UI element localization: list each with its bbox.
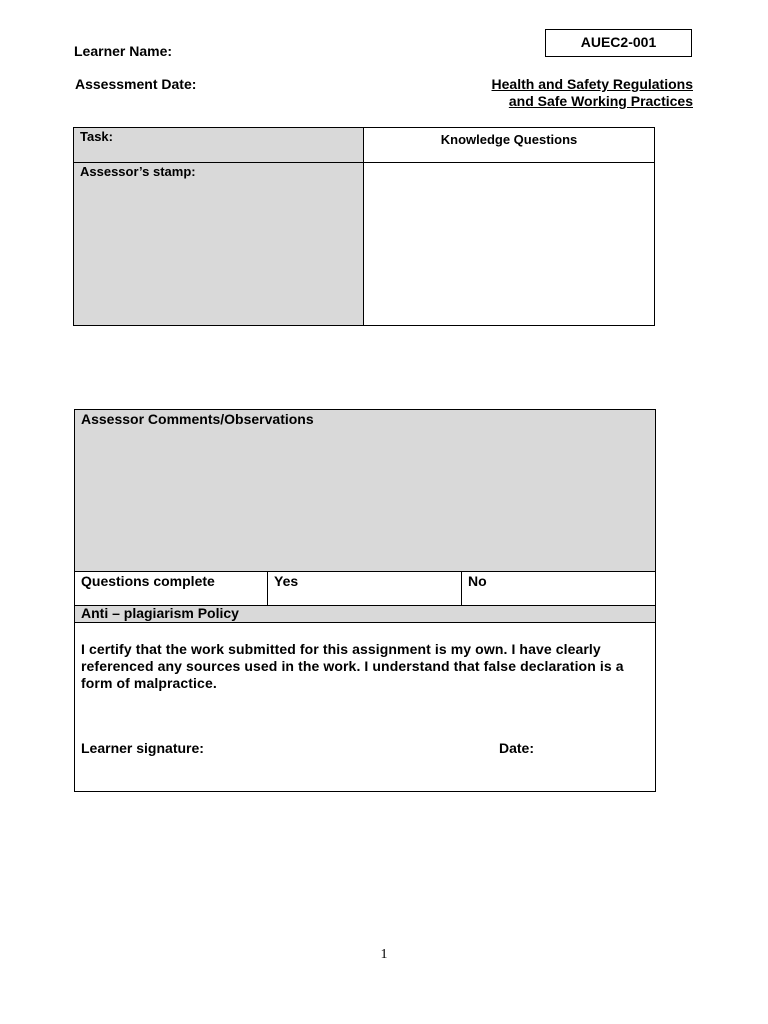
assessor-comments-label: Assessor Comments/Observations [81,411,314,427]
anti-plagiarism-policy-body [75,623,655,791]
task-value: Knowledge Questions [364,128,654,163]
signature-date-label: Date: [499,740,535,756]
learner-name-label: Learner Name: [74,43,173,59]
questions-complete-label: Questions complete [75,572,268,606]
assessor-comments-field[interactable] [75,410,655,572]
assessor-table [74,409,656,792]
questions-complete-no[interactable]: No [462,572,655,606]
assessment-date-label: Assessment Date: [75,76,197,92]
unit-code-box: AUEC2-001 [545,29,692,57]
unit-title-line2: and Safe Working Practices [508,93,693,109]
assessor-stamp-label: Assessor’s stamp: [74,163,364,325]
unit-title [492,76,693,110]
unit-title-line1: Health and Safety Regulations [491,76,693,92]
page-number: 1 [380,947,388,962]
task-table [73,127,655,326]
questions-complete-yes[interactable]: Yes [268,572,462,606]
policy-statement: I certify that the work submitted for this assignment is my own. I have clearly referenced any sources used in the work. I understand that false declaration is a form of malpractice. [81,641,624,691]
assessor-stamp-area [364,163,654,325]
learner-signature-label: Learner signature: [81,740,204,756]
anti-plagiarism-policy-header: Anti – plagiarism Policy [75,606,655,623]
task-label: Task: [74,128,364,163]
